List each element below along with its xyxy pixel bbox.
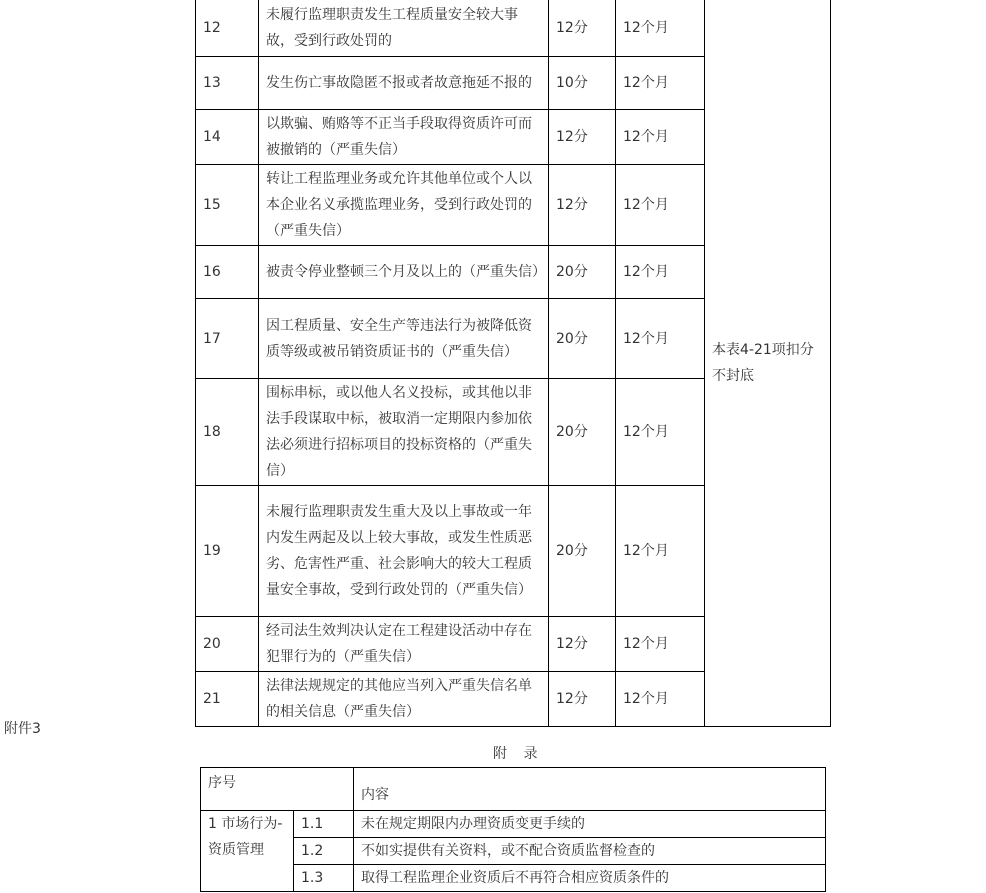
row-score: 12分 <box>549 165 616 246</box>
note-cell <box>705 0 831 727</box>
row-content: 未履行监理职责发生工程质量安全较大事故，受到行政处罚的 <box>259 0 549 57</box>
row-number: 14 <box>196 110 259 165</box>
row-period: 12个月 <box>616 379 705 486</box>
item-code: 1.3 <box>294 865 354 892</box>
row-period: 12个月 <box>616 486 705 617</box>
row-number: 18 <box>196 379 259 486</box>
row-content: 转让工程监理业务或允许其他单位或个人以本企业名义承揽监理业务，受到行政处罚的（严重失信） <box>259 165 549 246</box>
row-period: 12个月 <box>616 57 705 110</box>
row-content: 因工程质量、安全生产等违法行为被降低资质等级或被吊销资质证书的（严重失信） <box>259 299 549 379</box>
row-number: 21 <box>196 672 259 727</box>
row-score: 20分 <box>549 486 616 617</box>
row-content: 法律法规规定的其他应当列入严重失信名单的相关信息（严重失信） <box>259 672 549 727</box>
row-score: 20分 <box>549 379 616 486</box>
appendix-title: 附 录 <box>493 746 544 762</box>
appendix-table <box>200 767 826 892</box>
item-code: 1.1 <box>294 811 354 838</box>
row-content: 被责令停业整顿三个月及以上的（严重失信） <box>259 246 549 299</box>
row-score: 12分 <box>549 0 616 57</box>
row-score: 12分 <box>549 617 616 672</box>
row-content: 围标串标，或以他人名义投标，或其他以非法手段谋取中标，被取消一定期限内参加依法必须进行招标项目的投标资格的（严重失信） <box>259 379 549 486</box>
row-number: 19 <box>196 486 259 617</box>
row-period: 12个月 <box>616 299 705 379</box>
row-number: 17 <box>196 299 259 379</box>
item-code: 1.2 <box>294 838 354 865</box>
row-period: 12个月 <box>616 0 705 57</box>
row-period: 12个月 <box>616 246 705 299</box>
row-number: 13 <box>196 57 259 110</box>
table-row <box>201 838 826 865</box>
table-row <box>201 865 826 892</box>
row-period: 12个月 <box>616 110 705 165</box>
row-period: 12个月 <box>616 165 705 246</box>
header-content: 内容 <box>354 768 826 811</box>
row-content: 以欺骗、贿赂等不正当手段取得资质许可而被撤销的（严重失信） <box>259 110 549 165</box>
table-row <box>201 811 826 838</box>
row-score: 12分 <box>549 672 616 727</box>
penalty-table <box>195 0 831 727</box>
row-period: 12个月 <box>616 672 705 727</box>
row-content: 未履行监理职责发生重大及以上事故或一年内发生两起及以上较大事故，或发生性质恶劣、危害性严重、社会影响大的较大工程质量安全事故，受到行政处罚的（严重失信） <box>259 486 549 617</box>
header-seq: 序号 <box>201 768 354 811</box>
row-number: 15 <box>196 165 259 246</box>
row-score: 10分 <box>549 57 616 110</box>
category-cell: 1 市场行为-资质管理 <box>201 811 294 892</box>
row-period: 12个月 <box>616 617 705 672</box>
item-text: 未在规定期限内办理资质变更手续的 <box>354 811 826 838</box>
note-text: 本表4-21项扣分不封底 <box>712 341 814 384</box>
table-header-row <box>201 768 826 811</box>
row-number: 12 <box>196 0 259 57</box>
row-score: 12分 <box>549 110 616 165</box>
row-content: 经司法生效判决认定在工程建设活动中存在犯罪行为的（严重失信） <box>259 617 549 672</box>
row-score: 20分 <box>549 246 616 299</box>
table-row <box>196 0 831 57</box>
item-text: 不如实提供有关资料，或不配合资质监督检查的 <box>354 838 826 865</box>
item-text: 取得工程监理企业资质后不再符合相应资质条件的 <box>354 865 826 892</box>
row-number: 20 <box>196 617 259 672</box>
row-score: 20分 <box>549 299 616 379</box>
row-number: 16 <box>196 246 259 299</box>
attachment-label: 附件3 <box>4 721 41 737</box>
row-content: 发生伤亡事故隐匿不报或者故意拖延不报的 <box>259 57 549 110</box>
